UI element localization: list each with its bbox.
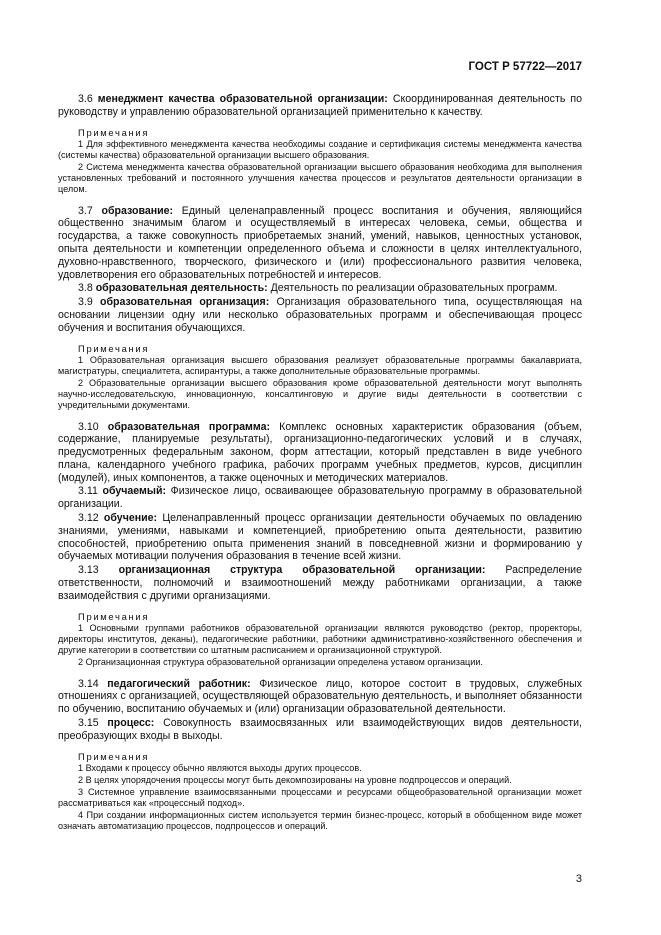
definition-number: 3.13: [78, 564, 99, 577]
note-item: 3 Системное управление взаимосвязанными процессами и ресурсами общеобразовательной организации может рассматриваться как «процессный подход».: [58, 787, 582, 809]
definition-number: 3.8: [78, 282, 93, 295]
note-item: 4 При создании информационных систем используется термин бизнес-процесс, который в обобщенном виде может означать автоматизацию процессов, подпроцессов и операций.: [58, 810, 582, 832]
definition-number: 3.11: [78, 485, 98, 498]
definition-3-6: [58, 93, 582, 119]
definition-number: 3.12: [78, 512, 99, 525]
definition-term: образовательная деятельность:: [95, 282, 268, 295]
definition-term: обучение:: [103, 512, 158, 525]
definition-term: образовательная организация:: [100, 296, 270, 309]
definition-term: обучаемый:: [102, 485, 166, 498]
definition-number: 3.14: [78, 677, 99, 690]
definition-3-11: [58, 485, 582, 511]
definition-text: Комплекс основных характеристик образования (объем, содержание, планируемые результаты), организационно-педагогических условий и в случаях, предусмотренных федеральным законом, форм аттестации, который представлен в виде учебного плана, календарного учебного графика, рабочих программ учебных предметов, курсов, дисциплин (модулей), иных компонентов, а также оценочных и методических материалов.: [58, 420, 582, 484]
definition-text: Скоординированная деятельность по руководству и управлению образовательной организацией применительно к качеству.: [58, 93, 582, 118]
notes-block: [58, 343, 582, 412]
definition-3-14: [58, 678, 582, 716]
note-item: 1 Входами к процессу обычно являются выходы других процессов.: [78, 763, 362, 774]
definition-term: менеджмент качества образовательной организации:: [97, 93, 388, 105]
notes-title: Примечания: [78, 342, 150, 354]
definition-number: 3.9: [78, 296, 93, 309]
note-item: 2 Система менеджмента качества образовательной организации высшего образования необходима для выполнения установленных требований и постоянного улучшения качества процессов и результатов деятельности организации в целом.: [58, 162, 582, 195]
notes-block: [58, 127, 582, 196]
definition-3-9: [58, 296, 582, 334]
notes-title: Примечания: [78, 610, 150, 622]
note-item: 1 Основными группами работников образовательной организации являются руководство (ректор, проректоры, директоры институтов, деканы), педагогические работники, работники административно-хозяйственного обеспечения и другие категории в соответствии со штатным расписанием и организационной структурой.: [58, 623, 582, 656]
definition-3-12: [58, 512, 582, 563]
definition-text: Физическое лицо, осваивающее образовательную программу в образовательной организации.: [58, 485, 582, 511]
standard-header: ГОСТ Р 57722—2017: [468, 61, 582, 73]
definition-term: педагогический работник:: [107, 677, 251, 690]
definition-3-15: [58, 717, 582, 743]
definition-text: Совокупность взаимосвязанных или взаимодействующих видов деятельности, преобразующих входы в выходы.: [58, 716, 582, 742]
definition-number: 3.15: [78, 716, 99, 729]
definition-number: 3.6: [78, 93, 93, 105]
definition-3-7: [58, 205, 582, 282]
definition-number: 3.7: [78, 204, 93, 217]
definition-text: Распределение ответственности, полномочий и взаимоотношений между работниками организации, а также взаимодействия с другими организациями.: [58, 564, 582, 602]
note-item: 1 Образовательная организация высшего образования реализует образовательные программы бакалавриата, магистратуры, специалитета, аспирантуры, а также дополнительные образовательные программы.: [58, 355, 582, 377]
document-body: [58, 93, 582, 842]
definition-3-13: [58, 564, 582, 602]
definition-text: Физическое лицо, которое состоит в трудовых, служебных отношениях с организацией, осуществляющей образовательную деятельность, и выполняет обязанности по обучению, воспитанию обучаемых и (или) организации образовательной деятельности.: [58, 677, 582, 716]
definition-number: 3.10: [78, 420, 99, 433]
page-number: 3: [575, 873, 582, 885]
note-item: 2 В целях упорядочения процессы могут быть декомпозированы на уровне подпроцессов и операций.: [78, 775, 512, 786]
definition-term: образование:: [101, 204, 174, 217]
definition-3-10: [58, 421, 582, 485]
note-item: 2 Организационная структура образовательной организации определена уставом организации.: [78, 657, 483, 668]
definition-text: Деятельность по реализации образовательных программ.: [267, 282, 558, 295]
notes-title: Примечания: [78, 126, 150, 138]
note-item: 2 Образовательные организации высшего образования кроме образовательной деятельности могут выполнять научно-исследовательскую, инновационную, консалтинговую и другие виды деятельности в соответствии с учредительными документами.: [58, 378, 582, 411]
notes-title: Примечания: [78, 750, 150, 762]
definition-term: образовательная программа:: [107, 420, 271, 433]
notes-block: [58, 751, 582, 833]
definition-3-8: [58, 282, 582, 295]
definition-text: Целенаправленный процесс организации деятельности обучаемых по овладению знаниями, умениями, навыками и компетенцией, приобретению опыта деятельности, развитию способностей, приобретению опыта применения знаний в повседневной жизни и формированию у обучаемых мотивации получения образования в течение всей жизни.: [58, 512, 583, 563]
definition-term: процесс:: [107, 716, 155, 729]
definition-term: организационная структура образовательной организации:: [118, 564, 486, 577]
note-item: 1 Для эффективного менеджмента качества необходимы создание и сертификация системы менеджмента качества (системы качества) образовательной организации высшего образования.: [58, 139, 582, 161]
definition-text: Организация образовательного типа, осуществляющая на основании лицензии одну или несколько образовательных программ и обеспечивающая процесс обучения и воспитания обучающихся.: [58, 296, 582, 334]
definition-text: Единый целенаправленный процесс воспитания и обучения, являющийся общественно значимым благом и осуществляемый в интересах человека, семьи, общества и государства, а также совокупность приобретаемых знаний, умений, навыков, ценностных установок, опыта деятельности и компетенции определенного объема и сложности в целях интеллектуального, духовно-нравственного, творческого, физического и (или) профессионального развития человека, удовлетворения его образовательных потребностей и интересов.: [58, 204, 582, 281]
notes-block: [58, 611, 582, 669]
